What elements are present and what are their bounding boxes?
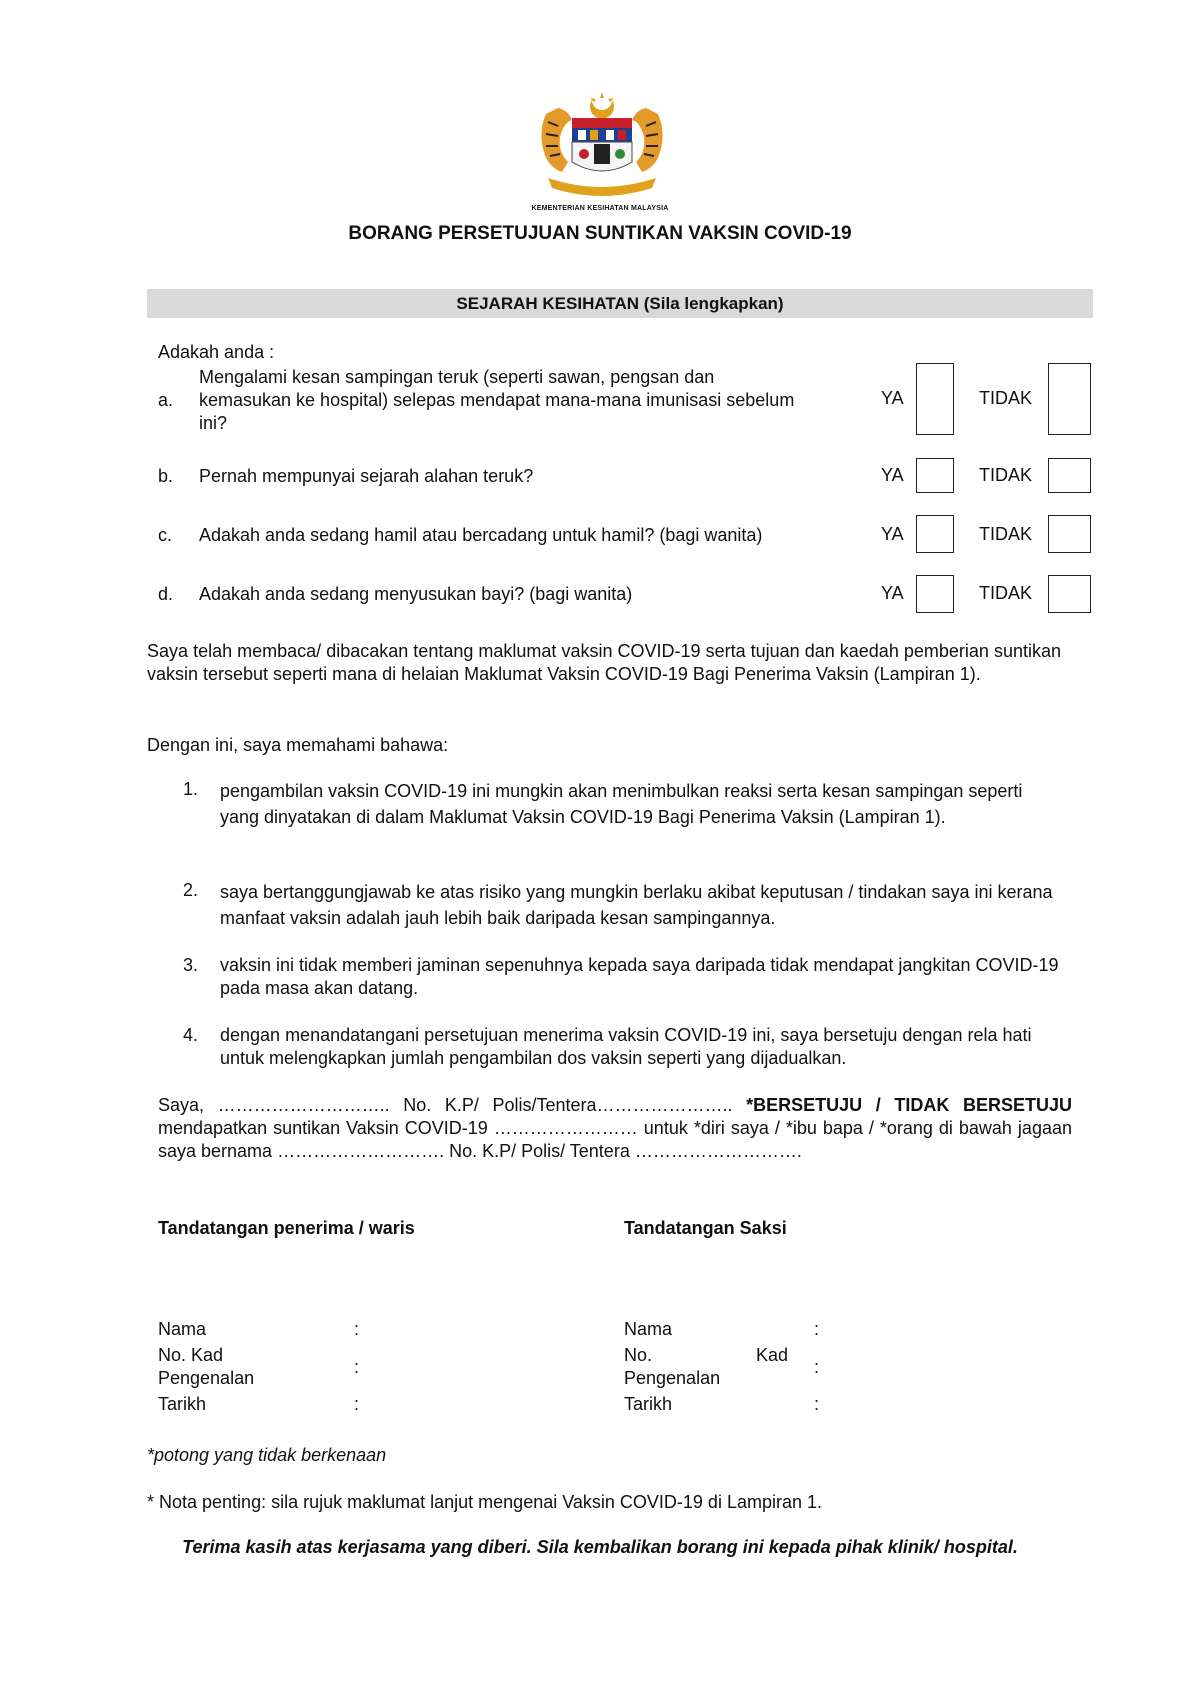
question-b-text: Pernah mempunyai sejarah alahan teruk? bbox=[199, 466, 534, 486]
question-b-no-checkbox[interactable] bbox=[1048, 458, 1091, 493]
strike-out-footnote: *potong yang tidak berkenaan bbox=[147, 1445, 387, 1465]
recipient-name-label: Nama bbox=[158, 1319, 207, 1339]
witness-date-colon: : bbox=[814, 1394, 820, 1414]
declaration-part-2: mendapatkan suntikan Vaksin COVID-19 …………………… untuk *diri saya / *ibu bapa / *orang di bawah jagaan saya bernama ………………………. No. K.P/ Polis/ Tentera ………………………. bbox=[158, 1118, 1072, 1161]
question-a-no-checkbox[interactable] bbox=[1048, 363, 1091, 435]
acknowledgement-paragraph: Saya telah membaca/ dibacakan tentang maklumat vaksin COVID-19 serta tujuan dan kaedah pemberian suntikan vaksin tersebut seperti mana di helaian Maklumat Vaksin COVID-19 Bagi Penerima Vaksin (Lampiran 1). bbox=[147, 641, 1061, 684]
declaration-consent-choice: *BERSETUJU / TIDAK BERSETUJU bbox=[746, 1095, 1072, 1115]
witness-signature-heading: Tandatangan Saksi bbox=[624, 1218, 787, 1238]
understanding-item-2-text: saya bertanggungjawab ke atas risiko yang mungkin berlaku akibat keputusan / tindakan saya ini kerana manfaat vaksin adalah jauh lebih baik daripada kesan sampingannya. bbox=[220, 882, 1053, 928]
question-c-letter: c. bbox=[158, 525, 173, 545]
question-a-yes-checkbox[interactable] bbox=[916, 363, 954, 435]
declaration-part-1: Saya, ……………………….. No. K.P/ Polis/Tentera………………….. bbox=[158, 1095, 747, 1115]
question-d-no-label: TIDAK bbox=[979, 583, 1033, 603]
witness-id-colon: : bbox=[814, 1357, 820, 1377]
witness-id-label-line-2: Pengenalan bbox=[624, 1368, 721, 1388]
question-d-yes-checkbox[interactable] bbox=[916, 575, 954, 613]
question-d-letter: d. bbox=[158, 584, 174, 604]
witness-name-colon: : bbox=[814, 1319, 820, 1339]
form-title: BORANG PERSETUJUAN SUNTIKAN VAKSIN COVID-19 bbox=[348, 223, 852, 244]
witness-id-label-kad: Kad bbox=[756, 1345, 789, 1365]
witness-name-label: Nama bbox=[624, 1319, 673, 1339]
declaration-paragraph bbox=[158, 1094, 1072, 1163]
understanding-item-4-text: dengan menandatangani persetujuan menerima vaksin COVID-19 ini, saya bersetuju dengan rela hati untuk melengkapkan jumlah pengambilan dos vaksin seperti yang dijadualkan. bbox=[220, 1025, 1032, 1068]
question-c-yes-label: YA bbox=[881, 524, 904, 544]
malaysia-coat-of-arms-logo bbox=[528, 92, 676, 210]
question-a-yes-label: YA bbox=[881, 388, 904, 408]
witness-date-label: Tarikh bbox=[624, 1394, 673, 1414]
question-c-yes-checkbox[interactable] bbox=[916, 515, 954, 553]
section-heading-bar bbox=[147, 289, 1093, 318]
recipient-name-colon: : bbox=[354, 1319, 360, 1339]
questions-intro: Adakah anda : bbox=[158, 342, 275, 362]
question-d-no-checkbox[interactable] bbox=[1048, 575, 1091, 613]
section-heading: SEJARAH KESIHATAN (Sila lengkapkan) bbox=[456, 294, 784, 313]
closing-thanks: Terima kasih atas kerjasama yang diberi. Sila kembalikan borang ini kepada pihak klinik/ hospital. bbox=[182, 1537, 1018, 1557]
recipient-date-label: Tarikh bbox=[158, 1394, 207, 1414]
recipient-id-label-line-1: No. Kad bbox=[158, 1345, 224, 1365]
question-b-letter: b. bbox=[158, 466, 174, 486]
question-a-text: Mengalami kesan sampingan teruk (seperti sawan, pengsan dan kemasukan ke hospital) selepas mendapat mana-mana imunisasi sebelum ini? bbox=[199, 367, 795, 433]
question-a-no-label: TIDAK bbox=[979, 388, 1033, 408]
important-note: * Nota penting: sila rujuk maklumat lanjut mengenai Vaksin COVID-19 di Lampiran 1. bbox=[147, 1492, 822, 1512]
recipient-id-label-line-2: Pengenalan bbox=[158, 1368, 255, 1388]
question-c-no-label: TIDAK bbox=[979, 524, 1033, 544]
understanding-item-4-number: 4. bbox=[183, 1025, 199, 1045]
recipient-id-colon: : bbox=[354, 1357, 360, 1377]
question-d-yes-label: YA bbox=[881, 583, 904, 603]
understanding-item-2-number: 2. bbox=[183, 880, 199, 900]
question-c-no-checkbox[interactable] bbox=[1048, 515, 1091, 553]
question-c-text: Adakah anda sedang hamil atau bercadang untuk hamil? (bagi wanita) bbox=[199, 525, 763, 545]
understanding-item-3-text: vaksin ini tidak memberi jaminan sepenuhnya kepada saya daripada tidak mendapat jangkitan COVID-19 pada masa akan datang. bbox=[220, 955, 1059, 998]
question-a-letter: a. bbox=[158, 390, 174, 410]
witness-id-label-no: No. bbox=[624, 1345, 653, 1365]
recipient-date-colon: : bbox=[354, 1394, 360, 1414]
understanding-item-3-number: 3. bbox=[183, 955, 199, 975]
question-b-yes-label: YA bbox=[881, 465, 904, 485]
understanding-item-1-number: 1. bbox=[183, 779, 199, 799]
understanding-intro: Dengan ini, saya memahami bahawa: bbox=[147, 735, 449, 755]
understanding-item-1-text: pengambilan vaksin COVID-19 ini mungkin akan menimbulkan reaksi serta kesan sampingan seperti yang dinyatakan di dalam Maklumat Vaksin COVID-19 Bagi Penerima Vaksin (Lampiran 1). bbox=[220, 781, 1023, 827]
question-b-no-label: TIDAK bbox=[979, 465, 1033, 485]
question-b-yes-checkbox[interactable] bbox=[916, 458, 954, 493]
question-d-text: Adakah anda sedang menyusukan bayi? (bagi wanita) bbox=[199, 584, 633, 604]
ministry-caption: KEMENTERIAN KESIHATAN MALAYSIA bbox=[531, 205, 669, 212]
recipient-signature-heading: Tandatangan penerima / waris bbox=[158, 1218, 415, 1238]
